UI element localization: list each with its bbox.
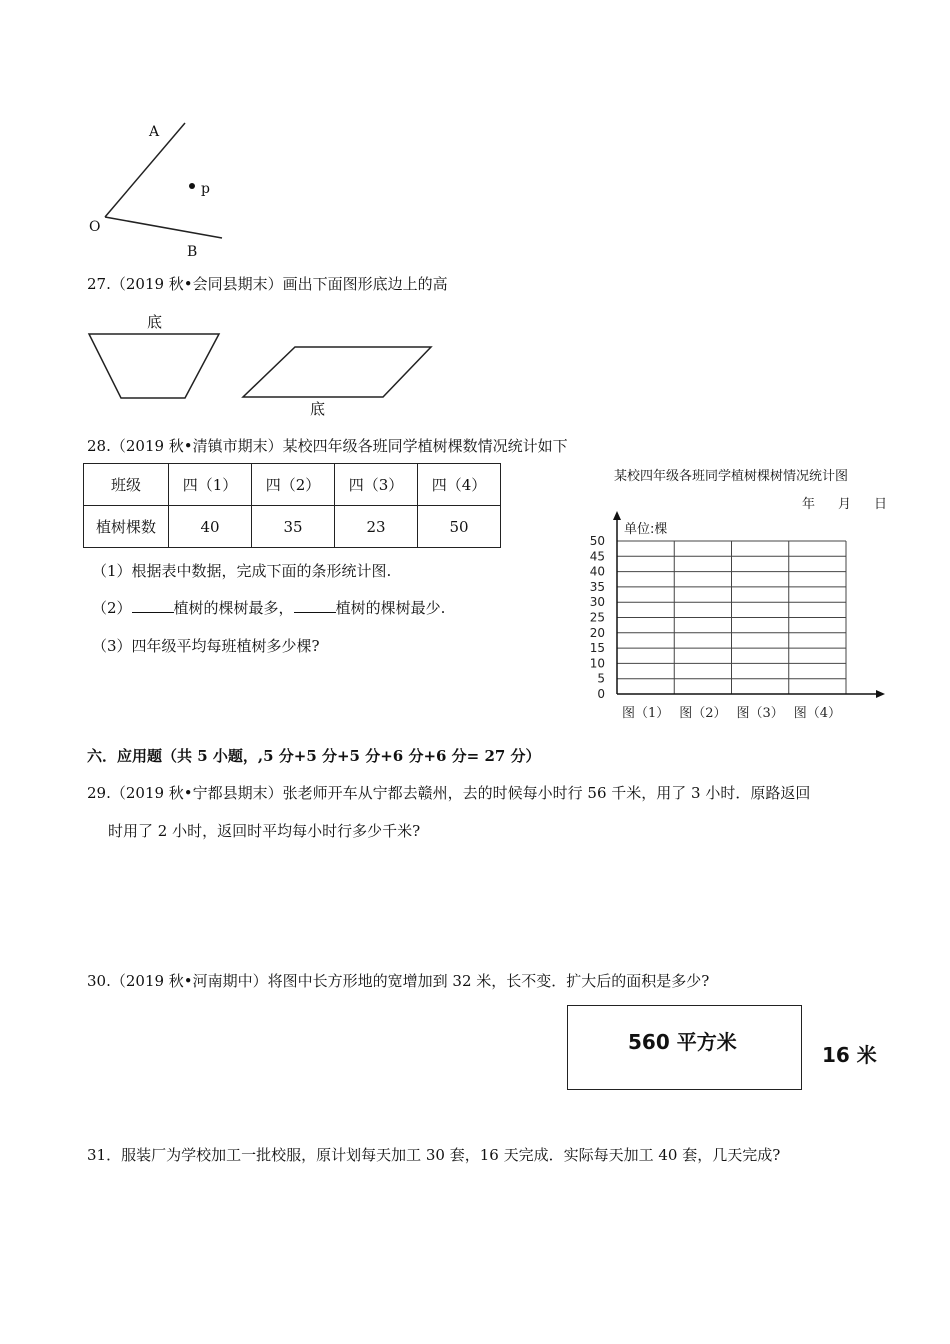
date-year: 年 <box>802 497 816 512</box>
width-label: 16 米 <box>822 1043 877 1067</box>
q29-line1: 29.（2019 秋•宁都县期末）张老师开车从宁都去赣州，去的时候每小时行 56 千米，用了 3 小时．原路返回 <box>87 784 811 802</box>
q31-prompt: 31．服装厂为学校加工一批校服，原计划每天加工 30 套，16 天完成．实际每天加工 40 套，几天完成? <box>87 1146 781 1164</box>
table-cell: 50 <box>418 506 501 548</box>
y-tick-label: 20 <box>589 625 605 640</box>
y-tick-label: 5 <box>597 671 605 686</box>
q27-shapes <box>85 330 445 405</box>
ray-oa <box>105 123 185 217</box>
y-tick-label: 15 <box>589 641 605 656</box>
table-cell: 植树棵数 <box>84 506 169 548</box>
y-tick-label: 0 <box>597 687 605 701</box>
date-month: 月 <box>838 497 852 512</box>
angle-figure <box>80 115 240 265</box>
q28-sub3: （3）四年级平均每班植树多少棵? <box>92 637 320 655</box>
y-tick-label: 10 <box>589 656 605 671</box>
sub2-end: 植树的棵树最少. <box>335 599 446 617</box>
label-o: O <box>89 219 101 235</box>
chart-title: 某校四年级各班同学植树棵树情况统计图 <box>614 469 849 484</box>
label-p: p <box>201 181 210 197</box>
parallelogram <box>243 347 431 397</box>
trapezoid <box>89 334 219 398</box>
table-row <box>84 464 501 506</box>
y-tick-label: 50 <box>589 534 605 548</box>
tree-table <box>83 463 501 548</box>
y-tick-label: 45 <box>589 549 605 564</box>
chart-ylabel: 单位:棵 <box>624 522 668 537</box>
sub2-mid: 植树的棵树最多， <box>173 599 294 617</box>
bar-chart[interactable] <box>580 505 900 735</box>
q28-prompt: 28.（2019 秋•清镇市期末）某校四年级各班同学植树棵数情况统计如下 <box>87 437 568 455</box>
table-cell: 四（4） <box>418 464 501 506</box>
trapezoid-base-label: 底 <box>147 313 163 331</box>
table-row <box>84 506 501 548</box>
table-cell: 四（3） <box>335 464 418 506</box>
y-axis-arrow <box>613 511 621 520</box>
x-axis-arrow <box>876 690 885 698</box>
answer-blank-most[interactable] <box>132 598 174 613</box>
x-tick-label: 图（3） <box>736 706 784 721</box>
parallelogram-base-label: 底 <box>310 400 326 418</box>
answer-blank-least[interactable] <box>294 598 336 613</box>
point-p <box>189 183 195 189</box>
section6-heading: 六．应用题（共 5 小题，,5 分+5 分+5 分+6 分+6 分= 27 分） <box>87 747 541 765</box>
q29-line2: 时用了 2 小时，返回时平均每小时行多少千米? <box>108 822 421 840</box>
x-tick-label: 图（1） <box>621 706 670 721</box>
x-tick-label: 图（2） <box>679 706 727 721</box>
y-tick-label: 25 <box>589 610 605 625</box>
table-cell: 四（1） <box>169 464 252 506</box>
x-tick-label: 图（4） <box>793 706 842 721</box>
area-label: 560 平方米 <box>628 1030 737 1054</box>
label-b: B <box>187 244 198 260</box>
label-a: A <box>149 124 160 140</box>
y-tick-label: 35 <box>589 579 605 594</box>
q28-sub1: （1）根据表中数据，完成下面的条形统计图. <box>92 562 392 580</box>
ray-ob <box>105 217 222 238</box>
date-day: 日 <box>874 497 888 512</box>
table-cell: 班级 <box>84 464 169 506</box>
table-cell: 四（2） <box>252 464 335 506</box>
q30-prompt: 30.（2019 秋•河南期中）将图中长方形地的宽增加到 32 米，长不变．扩大后的面积是多少? <box>87 972 710 990</box>
q27-prompt: 27.（2019 秋•会同县期末）画出下面图形底边上的高 <box>87 275 448 293</box>
y-tick-label: 30 <box>589 595 605 610</box>
q28-sub2 <box>92 597 445 618</box>
sub2-prefix: （2） <box>92 599 132 617</box>
table-cell: 23 <box>335 506 418 548</box>
table-cell: 40 <box>169 506 252 548</box>
y-tick-label: 40 <box>589 564 605 579</box>
table-cell: 35 <box>252 506 335 548</box>
